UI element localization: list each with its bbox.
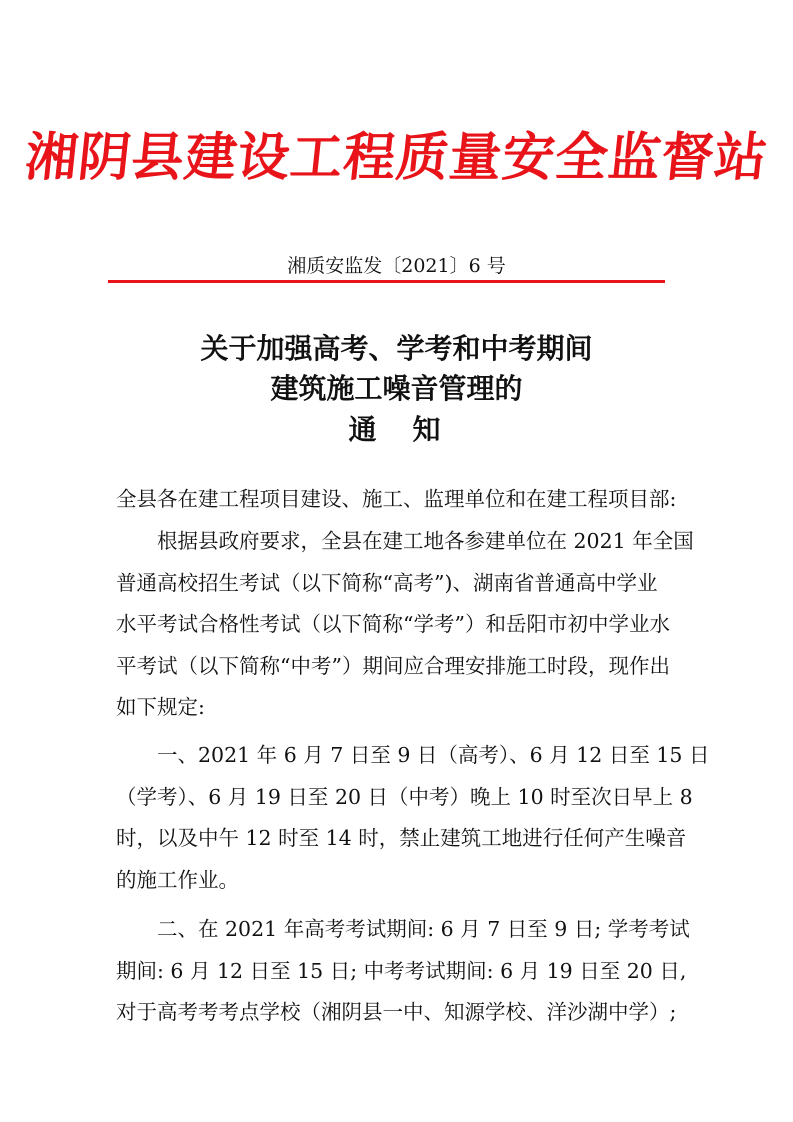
body-text-line: 一、2021 年 6 月 7 日至 9 日（高考）、6 月 12 日至 15 日: [157, 743, 710, 767]
body-text-line: 对于高考考考点学校（湘阴县一中、知源学校、洋沙湖中学）;: [116, 1000, 677, 1024]
notice-title-line-1: 关于加强高考、学考和中考期间: [200, 332, 593, 365]
issuing-organization-header: 湘阴县建设工程质量安全监督站: [22, 127, 771, 188]
salutation-line: 全县各在建工程项目建设、施工、监理单位和在建工程项目部:: [116, 487, 677, 511]
document-number: 湘质安监发〔2021〕6 号: [287, 255, 506, 277]
notice-title-line-3: 通 知: [348, 413, 445, 446]
body-text-line: 的施工作业。: [116, 868, 239, 892]
body-text-line: 水平考试合格性考试（以下简称“学考”）和岳阳市初中学业水: [116, 612, 670, 636]
body-text-line: 期间: 6 月 12 日至 15 日; 中考考试期间: 6 月 19 日至 20 日,: [116, 959, 687, 983]
body-text-line: 平考试（以下简称“中考”）期间应合理安排施工时段，现作出: [116, 654, 670, 678]
body-text-line: （学考）、6 月 19 日至 20 日（中考）晚上 10 时至次日早上 8: [116, 785, 693, 809]
notice-title-line-2: 建筑施工噪音管理的: [270, 372, 523, 405]
body-text-line: 如下规定:: [116, 695, 205, 719]
red-divider-rule: [108, 280, 665, 283]
body-text-line: 二、在 2021 年高考考试期间: 6 月 7 日至 9 日; 学考考试: [157, 917, 690, 941]
body-text-line: 根据县政府要求，全县在建工地各参建单位在 2021 年全国: [157, 529, 694, 553]
body-text-line: 时，以及中午 12 时至 14 时，禁止建筑工地进行任何产生噪音: [116, 826, 687, 850]
body-text-line: 普通高校招生考试（以下简称“高考”)、湖南省普通高中学业: [116, 571, 658, 595]
